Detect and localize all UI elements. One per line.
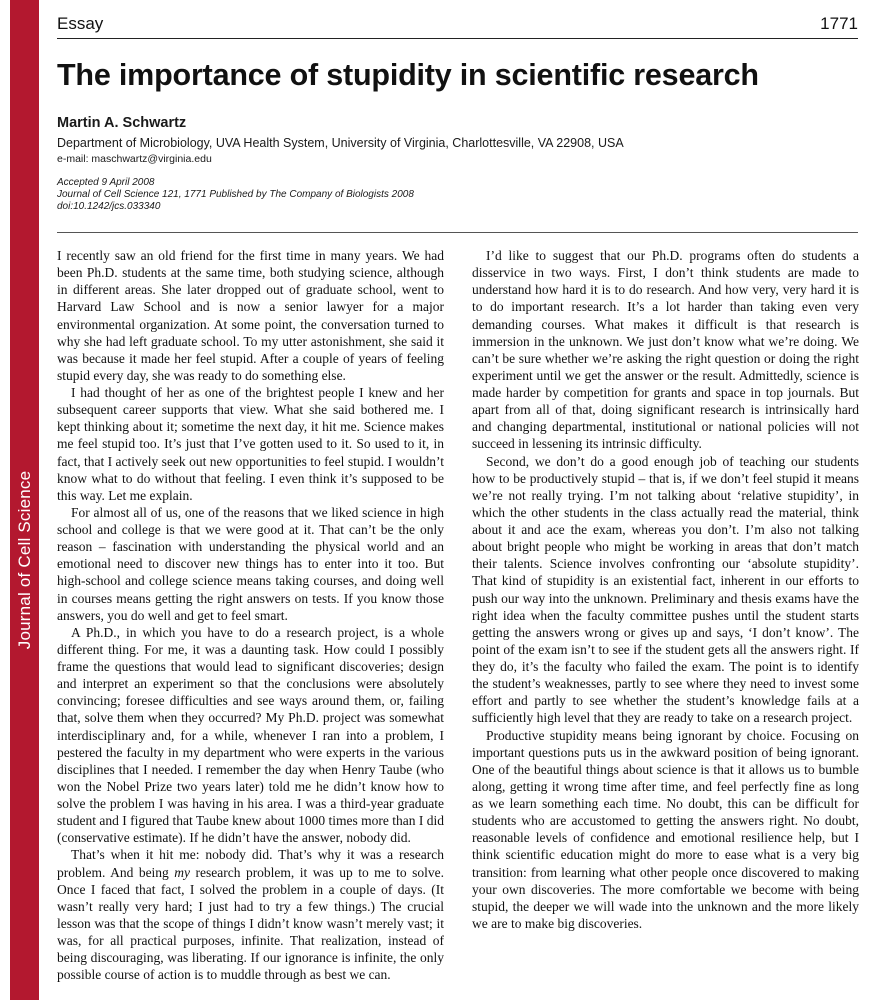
author-name: Martin A. Schwartz [57, 115, 187, 131]
publication-info [57, 177, 414, 213]
page-number: 1771 [820, 14, 858, 33]
paragraph-text: That’s when it hit me: nobody did. That’s why it was a research problem. And being [57, 847, 444, 880]
metadata-divider [57, 232, 858, 233]
section-label: Essay [57, 14, 104, 33]
paragraph: Productive stupidity means being ignorant by choice. Focusing on important questions puts us in the awkward position of being ignorant. One of the beautiful things about science is that it allows us to bumble along, getting it wrong time after time, and feel perfectly fine as long as we learn something each time. No doubt, this can be difficult for students who are accustomed to getting the answers right. No doubt, reasonable levels of confidence and emotional resilience help, but I think scientific education might do more to ease what is a very big transition: from learning what other people once discovered to making your own discoveries. The more comfortable we become with being stupid, the deeper we will wade into the unknown and the more likely we are to make big discoveries. [472, 727, 859, 931]
article-title: The importance of stupidity in scientific research [57, 58, 759, 92]
header-divider [57, 38, 858, 39]
body-column-right [472, 247, 859, 932]
paragraph-text: research problem, it was up to me to solve. Once I faced that fact, I solved the problem in a couple of days. (It wasn’t really very hard; I just had to try a few things.) The crucial lesson was that the scope of things I didn’t know wasn’t merely vast; it was, for all practical purposes, infinite. That realization, instead of being discouraging, was liberating. If our ignorance is infinite, the only possible course of action is to muddle through as best we can. [57, 864, 444, 983]
paragraph: A Ph.D., in which you have to do a research project, is a whole different thing. For me, it was a daunting task. How could I possibly frame the questions that would lead to significant discoveries; design and interpret an experiment so that the conclusions were absolutely convincing; foresee difficulties and see ways around them, or, failing that, solve them when they occurred? My Ph.D. project was somewhat interdisciplinary and, for a while, whenever I ran into a problem, I pestered the faculty in my department who were experts in the various disciplines that I needed. I remember the day when Henry Taube (who won the Nobel Prize two years later) told me he didn’t know how to solve the problem I was having in his area. I was a third-year graduate student and I figured that Taube knew about 1000 times more than I did (conservative estimate). If he didn’t have the answer, nobody did. [57, 624, 444, 846]
body-column-left [57, 247, 444, 983]
emphasis-text: my [174, 864, 191, 880]
paragraph: I recently saw an old friend for the first time in many years. We had been Ph.D. students at the same time, both studying science, although in different areas. She later dropped out of graduate school, went to Harvard Law School and is now a senior lawyer for a major environmental organization. At some point, the conversation turned to why she had left graduate school. To my utter astonishment, she said it was because it made her feel stupid. After a couple of years of feeling stupid every day, she was ready to do something else. [57, 248, 444, 383]
author-email: e-mail: maschwartz@virginia.edu [57, 153, 212, 165]
author-affiliation: Department of Microbiology, UVA Health System, University of Virginia, Charlottesville, VA 22908, USA [57, 136, 624, 150]
sidebar-journal-name: Journal of Cell Science [15, 470, 34, 650]
paragraph: Second, we don’t do a good enough job of teaching our students how to be productively stupid – that is, if we don’t feel stupid it means we’re not really trying. I’m not talking about ‘relative stupidity’, in which the other students in the class actually read the material, think about it and ace the exam, whereas you don’t. I’m also not talking about bright people who might be working in areas that don’t match their talents. Science involves confronting our ‘absolute stupidity’. That kind of stupidity is an existential fact, inherent in our efforts to push our way into the unknown. Preliminary and thesis exams have the right idea when the faculty committee pushes until the student starts getting the answers wrong or gives up and says, ‘I don’t know’. The point of the exam isn’t to see if the student gets all the answers right. If they do, it’s the faculty who failed the exam. The point is to identify the student’s weaknesses, partly to see where they need to invest some effort and partly to see whether the student’s knowledge fails at a sufficiently high level that they are ready to take on a research project. [472, 453, 859, 726]
accepted-date: Accepted 9 April 2008 [57, 177, 155, 188]
paragraph [57, 846, 444, 983]
paragraph: I’d like to suggest that our Ph.D. programs often do students a disservice in two ways. First, I don’t think students are made to understand how hard it is to do research. And how very, very hard it is to do important research. It’s a lot harder than taking even very demanding courses. What makes it difficult is that research is immersion in the unknown. We just don’t know what we’re doing. We can’t be sure whether we’re asking the right question or doing the right experiment until we get the answer or the result. Admittedly, science is made harder by competition for grants and space in top journals. But apart from all of that, doing significant research is intrinsically hard and changing departmental, institutional or national policies will not succeed in lessening its intrinsic difficulty. [472, 248, 859, 452]
doi: doi:10.1242/jcs.033340 [57, 201, 161, 212]
citation: Journal of Cell Science 121, 1771 Published by The Company of Biologists 2008 [57, 189, 414, 200]
paragraph: For almost all of us, one of the reasons that we liked science in high school and college is that we were good at it. That can’t be the only reason – fascination with understanding the physical world and an emotional need to discover new things has to enter into it too. But high-school and college science means taking courses, and doing well in courses means getting the right answers on tests. If you know those answers, you do well and get to feel smart. [57, 504, 444, 623]
paragraph: I had thought of her as one of the brightest people I knew and her subsequent career supports that view. What she said bothered me. I kept thinking about it; sometime the next day, it hit me. Science makes me feel stupid too. It’s just that I’ve gotten used to it. So used to it, in fact, that I actively seek out new opportunities to feel stupid. I wouldn’t know what to do without that feeling. I even think it’s supposed to be this way. Let me explain. [57, 385, 444, 503]
